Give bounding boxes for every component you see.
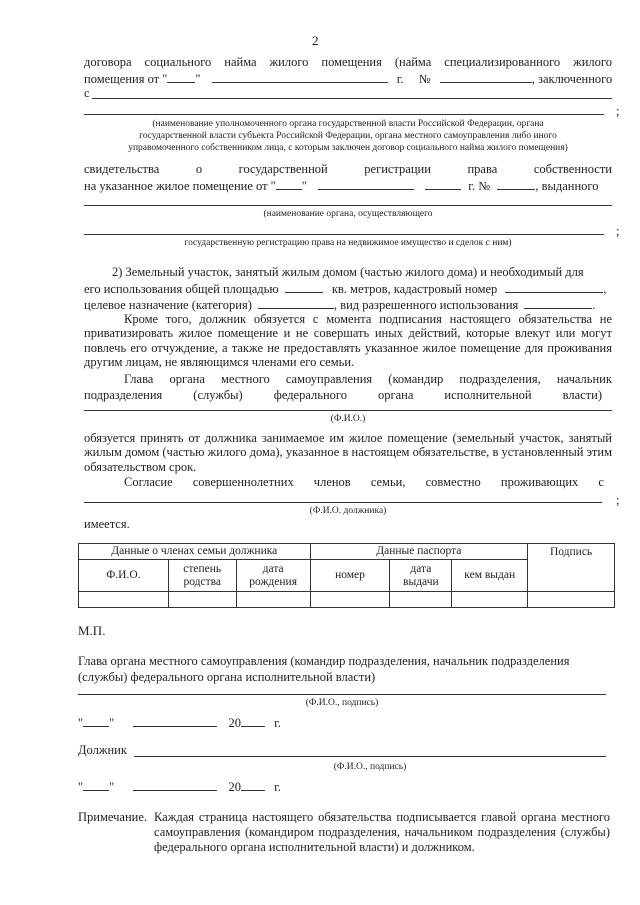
col-birth-date: дата рождения <box>236 560 310 592</box>
cert-line-3-blank <box>84 205 612 206</box>
date-line-1: " " 20 г. <box>78 716 281 730</box>
note-text: Каждая страница настоящего обязательства подписывается главой органа местного самоуправления (командиром подразделения, начальником подразделения (службы) федерального органа исполнительной власти) и должником. <box>154 810 610 854</box>
word: подразделения, <box>459 372 541 386</box>
obligation-paragraph: Кроме того, должник обязуется с момента подписания настоящего обязательства не приватизировать жилое помещение и не совершать иных действий, которые влекут или могут повлечь его отчуждение, а также не предоставлять указанное жилое помещение для проживания другим лицам, не являющимся членами его семьи. <box>84 312 612 369</box>
semicolon-1: ; <box>616 104 620 118</box>
cert-line-1 <box>84 162 612 176</box>
consent-line <box>124 475 604 489</box>
word: права <box>467 162 498 176</box>
debtor-sign-blank <box>134 756 606 757</box>
semicolon-3: ; <box>616 493 620 507</box>
contract-line-3: с <box>84 86 90 100</box>
word: подразделения <box>84 388 163 402</box>
word: с <box>598 475 604 489</box>
contract-line-3-blank <box>92 98 612 99</box>
exists-text: имеется. <box>84 517 130 531</box>
word: (командир <box>388 372 444 386</box>
debtor-label: Должник <box>78 743 127 757</box>
word: федерального <box>273 388 347 402</box>
land-line-1: 2) Земельный участок, занятый жилым домом (частью жилого дома) и необходимый для <box>112 265 584 279</box>
word: семьи, <box>370 475 406 489</box>
caption-fio-sign-2: (Ф.И.О., подпись) <box>333 762 407 772</box>
word: социального <box>144 55 212 69</box>
land-line-3: целевое назначение (категория) , вид разрешенного использования . <box>84 298 596 312</box>
col-kinship: степень родства <box>168 560 236 592</box>
caption-reg-right: государственную регистрацию права на недвижимое имущество и сделок с ним) <box>184 238 512 248</box>
caption-reg-org: (наименование органа, осуществляющего <box>263 209 433 219</box>
word: органа <box>377 388 414 402</box>
word: самоуправления <box>285 372 373 386</box>
word: найма <box>224 55 257 69</box>
head-line-1 <box>124 372 612 386</box>
word: начальник <box>556 372 612 386</box>
word: проживающих <box>500 475 579 489</box>
cert-line-2: на указанное жилое помещение от " " г. № , выданного <box>84 179 599 193</box>
caption-org-3: управомоченного собственником лица, с которым заключен договор социального найма жилого помещения) <box>128 143 568 153</box>
col-issued-by: кем выдан <box>452 560 528 592</box>
col-passport-number: номер <box>310 560 390 592</box>
word: органа <box>169 372 205 386</box>
word: о <box>195 162 203 176</box>
head-sign-blank <box>78 694 606 695</box>
contract-line-4-blank <box>84 114 604 115</box>
word: Глава <box>124 372 154 386</box>
contract-line-2: помещения от " " г. № , заключенного <box>84 72 613 86</box>
word: регистрации <box>364 162 431 176</box>
word: свидетельства <box>84 162 160 176</box>
caption-fio-sign: (Ф.И.О., подпись) <box>305 698 379 708</box>
word: (найма <box>394 55 432 69</box>
header-signature: Подпись <box>528 544 615 592</box>
head-line-2 <box>84 388 602 402</box>
caption-fio-debtor: (Ф.И.О. должника) <box>309 506 387 516</box>
caption-org-1: (наименование уполномоченного органа государственной власти Российской Федерации, органа <box>152 119 544 129</box>
table-row <box>79 592 615 608</box>
col-fio: Ф.И.О. <box>79 560 169 592</box>
head-block-line-1: Глава органа местного самоуправления (командир подразделения, начальник подразделения <box>78 654 570 668</box>
page-number: 2 <box>312 33 319 48</box>
word: жилого <box>573 55 612 69</box>
word: Согласие <box>124 475 173 489</box>
word: собственности <box>533 162 612 176</box>
semicolon-2: ; <box>616 224 620 238</box>
accept-paragraph: обязуется принять от должника занимаемое им жилое помещение (земельный участок, занятый жилым домом (частью жилого дома), указанное в настоящем обязательстве, в установленный этим обязательством срок. <box>84 431 612 474</box>
head-block-line-2: (службы) федерального органа исполнительной власти) <box>78 670 376 684</box>
header-family-data: Данные о членах семьи должника <box>79 544 311 560</box>
caption-org-2: государственной власти субъекта Российской Федерации, органа местного самоуправления либо иного <box>139 131 557 141</box>
word: договора <box>84 55 132 69</box>
word: совершеннолетних <box>192 475 294 489</box>
word: власти) <box>562 388 602 402</box>
caption-fio: (Ф.И.О.) <box>330 414 366 424</box>
consent-blank <box>84 502 602 503</box>
word: жилого <box>269 55 309 69</box>
cert-line-4-blank <box>84 234 604 235</box>
word: исполнительной <box>444 388 532 402</box>
contract-line-1 <box>84 55 612 69</box>
stamp-place: М.П. <box>78 623 106 638</box>
word: государственной <box>238 162 328 176</box>
date-line-2: " " 20 г. <box>78 780 281 794</box>
word: специализированного <box>444 55 561 69</box>
word: помещения <box>321 55 382 69</box>
word: (службы) <box>193 388 243 402</box>
head-fio-blank <box>84 410 612 411</box>
word: совместно <box>425 475 481 489</box>
family-members-table <box>78 543 615 608</box>
col-issue-date: дата выдачи <box>390 560 452 592</box>
note-label: Примечание. <box>78 810 148 824</box>
word: местного <box>220 372 270 386</box>
header-passport-data: Данные паспорта <box>310 544 528 560</box>
land-line-2: его использования общей площадью кв. метров, кадастровый номер , <box>84 282 607 296</box>
word: членов <box>313 475 351 489</box>
